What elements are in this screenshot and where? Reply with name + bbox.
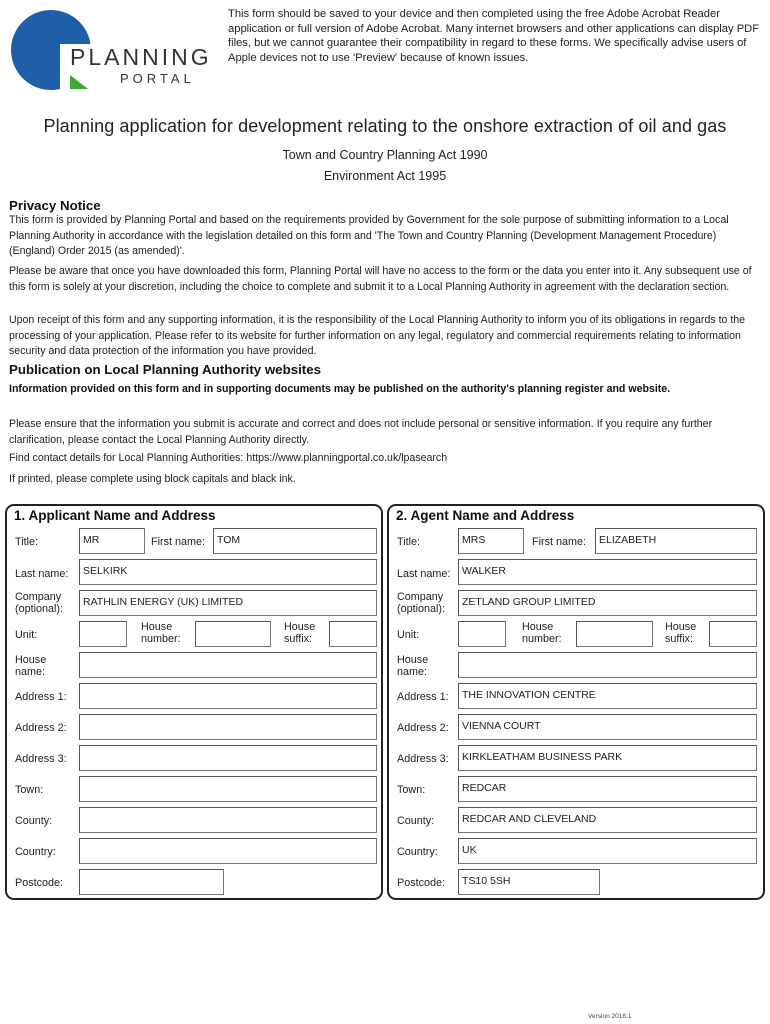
- applicant-last-name-field[interactable]: SELKIRK: [79, 559, 377, 585]
- applicant-address2-field[interactable]: [79, 714, 377, 740]
- agent-address1-field[interactable]: THE INNOVATION CENTRE: [458, 683, 757, 709]
- privacy-paragraph-1: This form is provided by Planning Portal and based on the requirements provided by Government for the sole purpose of submitting information to a Local Planning Authority in accordance with the legislation detailed on this form and 'The Town and Country Planning (Development Management Procedure) (England) Order 2015 (as amended)'.: [9, 214, 729, 258]
- town-label: Town:: [397, 784, 426, 796]
- applicant-town-field[interactable]: [79, 776, 377, 802]
- house-suffix-label-line1: House: [284, 621, 316, 633]
- house-name-label-line2: name:: [397, 666, 428, 678]
- publication-paragraph-1: Please ensure that the information you submit is accurate and correct and does not include personal or sensitive information. If you require any further clarification, please contact the Local Planning Authority directly.: [9, 418, 713, 446]
- applicant-unit-field[interactable]: [79, 621, 127, 647]
- address1-label: Address 1:: [15, 691, 67, 703]
- house-name-label: [397, 654, 428, 678]
- privacy-notice-heading: Privacy Notice: [9, 198, 101, 213]
- applicant-country-field[interactable]: [79, 838, 377, 864]
- applicant-heading: 1. Applicant Name and Address: [14, 508, 216, 523]
- software-notice: This form should be saved to your device and then completed using the free Adobe Acrobat Reader application or full version of Adobe Acrobat. Many internet browsers and other applications can display PDF files, but we cannot guarantee their compatibility in regard to these forms. We specifically advise users of Apple devices not to use 'Preview' because of known issues.: [228, 8, 760, 64]
- agent-first-name-field[interactable]: ELIZABETH: [595, 528, 757, 554]
- planning-portal-logo: [8, 8, 212, 90]
- agent-unit-field[interactable]: [458, 621, 506, 647]
- version-label: Version 2018.1: [588, 1013, 632, 1020]
- logo-green-triangle-icon: [70, 75, 88, 89]
- privacy-paragraph-2: Please be aware that once you have downloaded this form, Planning Portal will have no access to the form or the data you enter into it. Any subsequent use of this form is solely at your discretion, including the choice to complete and submit it to a Local Planning Authority in agreement with the declaration section.: [9, 265, 752, 293]
- applicant-company-field[interactable]: RATHLIN ENERGY (UK) LIMITED: [79, 590, 377, 616]
- applicant-county-field[interactable]: [79, 807, 377, 833]
- applicant-house-number-field[interactable]: [195, 621, 271, 647]
- applicant-section: [5, 504, 383, 900]
- agent-county-field[interactable]: REDCAR AND CLEVELAND: [458, 807, 757, 833]
- act-1995: Environment Act 1995: [323, 169, 447, 183]
- house-name-label: [15, 654, 46, 678]
- company-label-line2: (optional):: [15, 603, 64, 615]
- last-name-label: Last name:: [15, 568, 69, 580]
- agent-address2-field[interactable]: VIENNA COURT: [458, 714, 757, 740]
- privacy-paragraph-3: Upon receipt of this form and any supporting information, it is the responsibility of the Local Planning Authority to inform you of its obligations in regards to the processing of your application. Please refer to its website for further information on any legal, regulatory and commercial requirements relating to information security and data protection of the information you have provided.: [9, 314, 746, 358]
- unit-label: Unit:: [397, 629, 420, 641]
- logo-text-planning: PLANNING: [70, 44, 212, 70]
- print-instructions: If printed, please complete using block capitals and black ink.: [9, 473, 296, 485]
- agent-section: [387, 504, 765, 900]
- address3-label: Address 3:: [397, 753, 449, 765]
- agent-house-suffix-field[interactable]: [709, 621, 757, 647]
- house-suffix-label-line2: suffix:: [665, 633, 694, 645]
- applicant-postcode-field[interactable]: [79, 869, 224, 895]
- lpa-contact-details: Find contact details for Local Planning Authorities: https://www.planningportal.co.uk/lpasearch: [9, 452, 448, 464]
- act-1990: Town and Country Planning Act 1990: [282, 148, 488, 162]
- address2-label: Address 2:: [15, 722, 67, 734]
- company-label: [397, 591, 445, 615]
- first-name-label: First name:: [532, 536, 586, 548]
- house-name-label-line1: House: [15, 654, 47, 666]
- company-label-line2: (optional):: [397, 603, 446, 615]
- agent-heading: 2. Agent Name and Address: [396, 508, 575, 523]
- house-name-label-line2: name:: [15, 666, 46, 678]
- county-label: County:: [15, 815, 53, 827]
- agent-company-field[interactable]: ZETLAND GROUP LIMITED: [458, 590, 757, 616]
- house-suffix-label: [665, 621, 696, 645]
- agent-address3-field[interactable]: KIRKLEATHAM BUSINESS PARK: [458, 745, 757, 771]
- applicant-title-field[interactable]: MR: [79, 528, 145, 554]
- house-suffix-label-line1: House: [665, 621, 697, 633]
- address3-label: Address 3:: [15, 753, 67, 765]
- agent-last-name-field[interactable]: WALKER: [458, 559, 757, 585]
- company-label: [15, 591, 63, 615]
- house-number-label: [141, 621, 181, 645]
- country-label: Country:: [15, 846, 56, 858]
- company-label-line1: Company: [15, 591, 62, 603]
- country-label: Country:: [397, 846, 438, 858]
- house-number-label-line1: House: [522, 621, 554, 633]
- address2-label: Address 2:: [397, 722, 449, 734]
- company-label-line1: Company: [397, 591, 444, 603]
- county-label: County:: [397, 815, 435, 827]
- document-title: Planning application for development relating to the onshore extraction of oil and gas: [43, 116, 727, 136]
- town-label: Town:: [15, 784, 44, 796]
- last-name-label: Last name:: [397, 568, 451, 580]
- publication-heading: Publication on Local Planning Authority websites: [9, 362, 322, 377]
- agent-country-field[interactable]: UK: [458, 838, 757, 864]
- applicant-house-suffix-field[interactable]: [329, 621, 377, 647]
- agent-town-field[interactable]: REDCAR: [458, 776, 757, 802]
- applicant-house-name-field[interactable]: [79, 652, 377, 678]
- postcode-label: Postcode:: [15, 877, 64, 889]
- applicant-address3-field[interactable]: [79, 745, 377, 771]
- postcode-label: Postcode:: [397, 877, 446, 889]
- unit-label: Unit:: [15, 629, 38, 641]
- address1-label: Address 1:: [397, 691, 449, 703]
- agent-title-field[interactable]: MRS: [458, 528, 524, 554]
- agent-house-number-field[interactable]: [576, 621, 653, 647]
- house-number-label-line1: House: [141, 621, 173, 633]
- title-label: Title:: [15, 536, 38, 548]
- house-number-label-line2: number:: [522, 633, 562, 645]
- title-label: Title:: [397, 536, 420, 548]
- house-suffix-label-line2: suffix:: [284, 633, 313, 645]
- house-number-label: [522, 621, 562, 645]
- first-name-label: First name:: [151, 536, 205, 548]
- applicant-first-name-field[interactable]: TOM: [213, 528, 377, 554]
- agent-postcode-field[interactable]: TS10 5SH: [458, 869, 600, 895]
- house-name-label-line1: House: [397, 654, 429, 666]
- applicant-address1-field[interactable]: [79, 683, 377, 709]
- agent-house-name-field[interactable]: [458, 652, 757, 678]
- publication-bold-notice: Information provided on this form and in supporting documents may be published on the authority's planning register and website.: [9, 383, 671, 395]
- house-number-label-line2: number:: [141, 633, 181, 645]
- house-suffix-label: [284, 621, 315, 645]
- logo-text-portal: PORTAL: [120, 71, 195, 86]
